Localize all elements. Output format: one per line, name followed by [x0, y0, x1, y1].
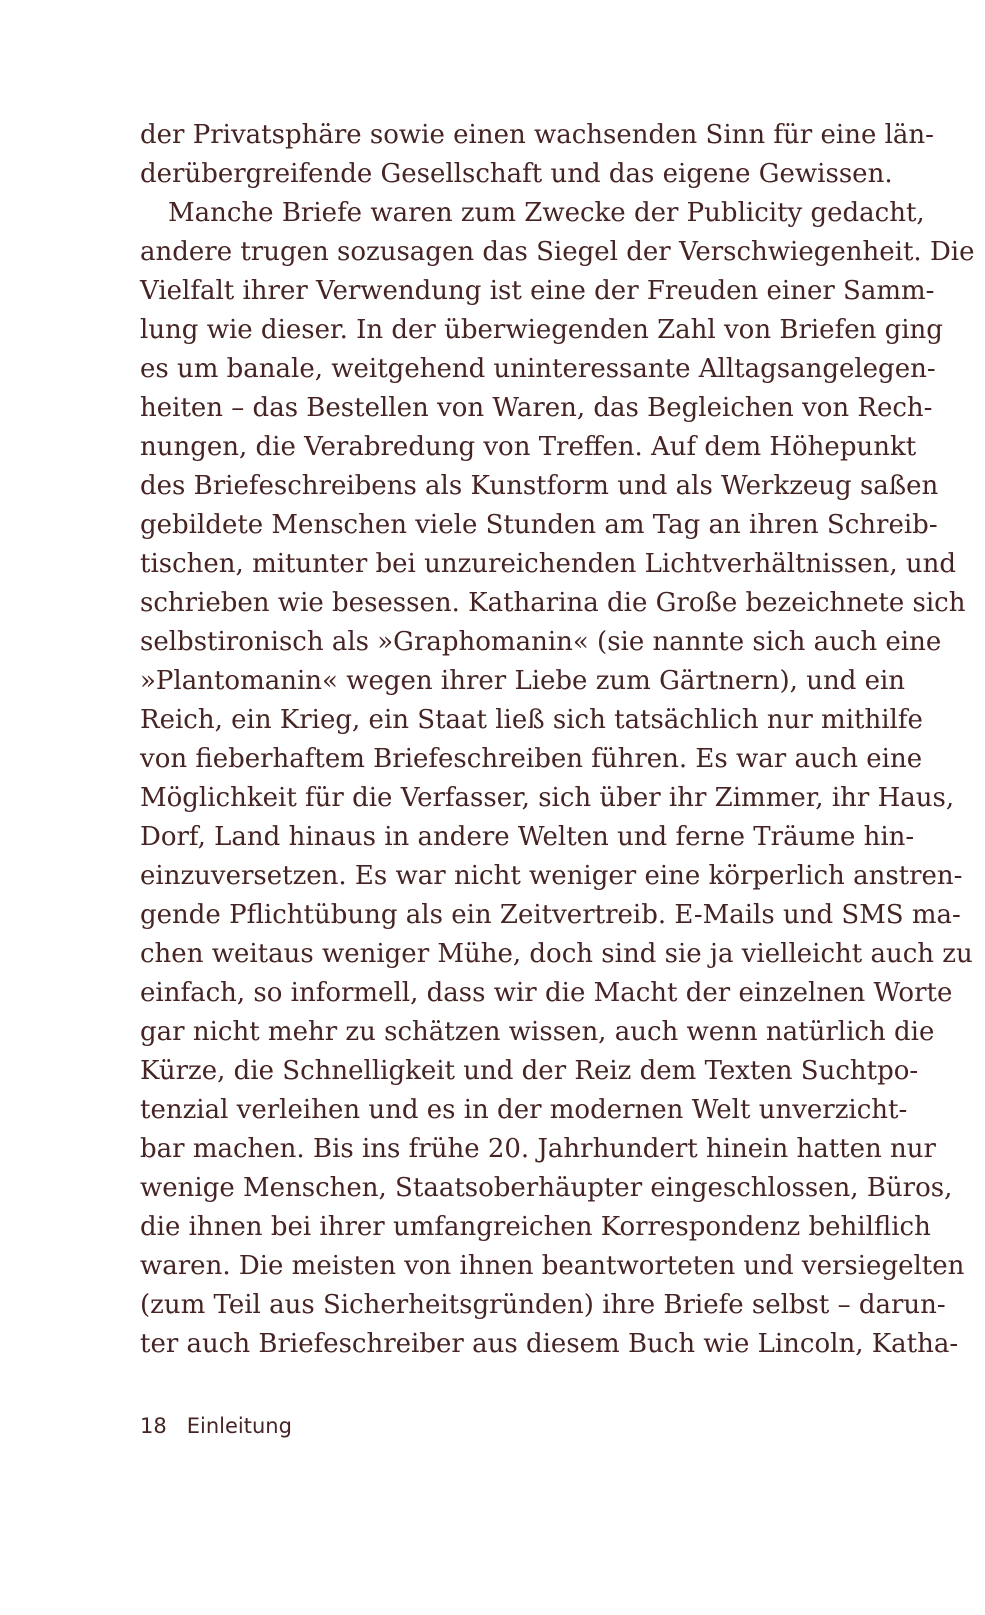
text-line: andere trugen sozusagen das Siegel der Verschwiegenheit. Die: [140, 237, 975, 267]
text-line: »Plantomanin« wegen ihrer Liebe zum Gärtnern), und ein: [140, 666, 906, 696]
text-line: einfach, so informell, dass wir die Macht der einzelnen Worte: [140, 978, 953, 1008]
text-line: derübergreifende Gesellschaft und das eigene Gewissen.: [140, 159, 893, 189]
text-line: Manche Briefe waren zum Zwecke der Publicity gedacht,: [168, 198, 925, 228]
text-line: schrieben wie besessen. Katharina die Große bezeichnete sich: [140, 588, 966, 618]
text-line: (zum Teil aus Sicherheitsgründen) ihre Briefe selbst – darun-: [140, 1290, 946, 1320]
text-line: Möglichkeit für die Verfasser, sich über ihr Zimmer, ihr Haus,: [140, 783, 955, 813]
text-line: heiten – das Bestellen von Waren, das Begleichen von Rech-: [140, 393, 933, 423]
text-line: waren. Die meisten von ihnen beantworteten und versiegelten: [140, 1251, 965, 1281]
text-line: tischen, mitunter bei unzureichenden Lichtverhältnissen, und: [140, 549, 957, 579]
page-number: 18: [140, 1414, 167, 1438]
text-line: lung wie dieser. In der überwiegenden Zahl von Briefen ging: [140, 315, 943, 345]
text-line: Reich, ein Krieg, ein Staat ließ sich tatsächlich nur mithilfe: [140, 705, 923, 735]
text-line: Vielfalt ihrer Verwendung ist eine der Freuden einer Samm-: [140, 276, 935, 306]
text-line: die ihnen bei ihrer umfangreichen Korrespondenz behilflich: [140, 1212, 931, 1242]
text-line: gar nicht mehr zu schätzen wissen, auch wenn natürlich die: [140, 1017, 935, 1047]
text-line: einzuversetzen. Es war nicht weniger eine körperlich anstren-: [140, 861, 963, 891]
text-line: Kürze, die Schnelligkeit und der Reiz dem Texten Suchtpo-: [140, 1056, 919, 1086]
text-line: Dorf, Land hinaus in andere Welten und ferne Träume hin-: [140, 822, 915, 852]
text-line: von fieberhaftem Briefeschreiben führen. Es war auch eine: [140, 744, 923, 774]
text-line: chen weitaus weniger Mühe, doch sind sie ja vielleicht auch zu: [140, 939, 973, 969]
text-line: gende Pflichtübung als ein Zeitvertreib. E-Mails und SMS ma-: [140, 900, 961, 930]
text-line: selbstironisch als »Graphomanin« (sie nannte sich auch eine: [140, 627, 942, 657]
text-line: bar machen. Bis ins frühe 20. Jahrhundert hinein hatten nur: [140, 1134, 936, 1164]
text-line: des Briefeschreibens als Kunstform und als Werkzeug saßen: [140, 471, 939, 501]
text-line: tenzial verleihen und es in der modernen Welt unverzicht-: [140, 1095, 908, 1125]
section-title: Einleitung: [186, 1414, 292, 1438]
text-line: ter auch Briefeschreiber aus diesem Buch wie Lincoln, Katha-: [140, 1329, 959, 1359]
text-line: wenige Menschen, Staatsoberhäupter eingeschlossen, Büros,: [140, 1173, 953, 1203]
text-line: der Privatsphäre sowie einen wachsenden Sinn für eine län-: [140, 120, 934, 150]
text-line: gebildete Menschen viele Stunden am Tag an ihren Schreib-: [140, 510, 938, 540]
text-line: es um banale, weitgehend uninteressante Alltagsangelegen-: [140, 354, 936, 384]
body-text: [140, 116, 975, 1364]
text-line: nungen, die Verabredung von Treffen. Auf dem Höhepunkt: [140, 432, 917, 462]
running-footer: [140, 1409, 292, 1443]
